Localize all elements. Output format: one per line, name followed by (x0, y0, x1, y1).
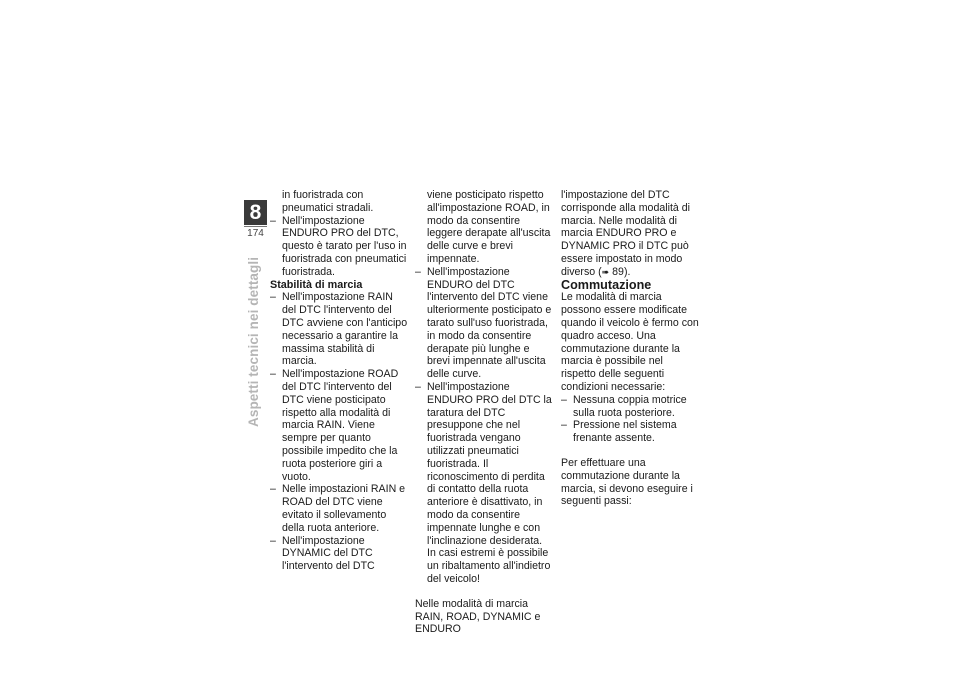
page-ref-arrow-icon: ➠ (601, 266, 610, 277)
list-item: – Nell'impostazione ENDURO PRO del DTC, questo è tarato per l'uso in fuoristrada con pneumatici fuoristrada. (270, 215, 408, 279)
continuation-text: in fuoristrada con pneumatici stradali. (282, 189, 374, 214)
continuation-text: viene posticipato rispetto all'impostazione ROAD, in modo da consentire leggere derapate all'uscita delle curve e brevi impennate. (427, 189, 551, 265)
list-item: – Nell'impostazione ROAD del DTC l'intervento del DTC viene posticipato rispetto alla modalità di marcia RAIN. Viene sempre per quanto possibile impedito che la ruota posteriore giri a vuoto. (270, 368, 408, 483)
bullet-list (561, 394, 699, 445)
chapter-title: Aspetti tecnici nei dettagli (246, 256, 261, 427)
page-number: 174 (244, 226, 267, 239)
text-column-3 (561, 189, 699, 508)
paragraph: Per effettuare una commutazione durante la marcia, si devono eseguire i seguenti passi: (561, 456, 693, 508)
bullet-list (415, 266, 553, 586)
list-item: – Nelle impostazioni RAIN e ROAD del DTC viene evitato il sollevamento della ruota anteriore. (270, 483, 408, 534)
page-ref-number[interactable]: 89 (612, 265, 624, 278)
continuation-text: l'impostazione del DTC corrisponde alla modalità di marcia. Nelle modalità di marcia ENDURO PRO e DYNAMIC PRO il DTC può essere impostato in modo diverso (➠ 89). (561, 189, 690, 278)
bullet-list (270, 291, 408, 573)
text-column-1 (270, 189, 408, 573)
paragraph: Nelle modalità di marcia RAIN, ROAD, DYNAMIC e ENDURO (415, 597, 541, 636)
list-item: – Pressione nel sistema frenante assente. (561, 419, 699, 445)
section-heading: Stabilità di marcia (270, 278, 363, 291)
list-item: – Nell'impostazione ENDURO PRO del DTC la taratura del DTC presuppone che nel fuoristrada vengano utilizzati pneumatici fuoristrada. Il riconoscimento di perdita di contatto della ruota anteriore è disattivato, in modo da consentire impennate lunghe e con l'inclinazione desiderata. In casi estremi è possibile un ribaltamento all'indietro del veicolo! (415, 381, 553, 586)
bullet-list (270, 215, 408, 279)
text-column-2 (415, 189, 553, 636)
continuation-text-body: l'impostazione del DTC corrisponde alla modalità di marcia. Nelle modalità di marcia ENDURO PRO e DYNAMIC PRO il DTC può essere impostato in modo diverso (561, 189, 690, 278)
list-item: – Nell'impostazione ENDURO del DTC l'intervento del DTC viene ulteriormente posticipato e tarato sull'uso fuoristrada, in modo da consentire derapate più lunghe e brevi impennate all'uscita delle curve. (415, 266, 553, 381)
chapter-number: 8 (244, 200, 267, 225)
paragraph: Le modalità di marcia possono essere modificate quando il veicolo è fermo con quadro acceso. Una commutazione durante la marcia è possibile nel rispetto delle seguenti condizioni necessarie: (561, 291, 699, 393)
list-item: – Nell'impostazione DYNAMIC del DTC l'intervento del DTC (270, 535, 408, 573)
list-item: – Nell'impostazione RAIN del DTC l'intervento del DTC avviene con l'anticipo necessario a garantire la massima stabilità di marcia. (270, 291, 408, 368)
list-item: – Nessuna coppia motrice sulla ruota posteriore. (561, 394, 699, 420)
section-heading: Commutazione (561, 277, 652, 292)
